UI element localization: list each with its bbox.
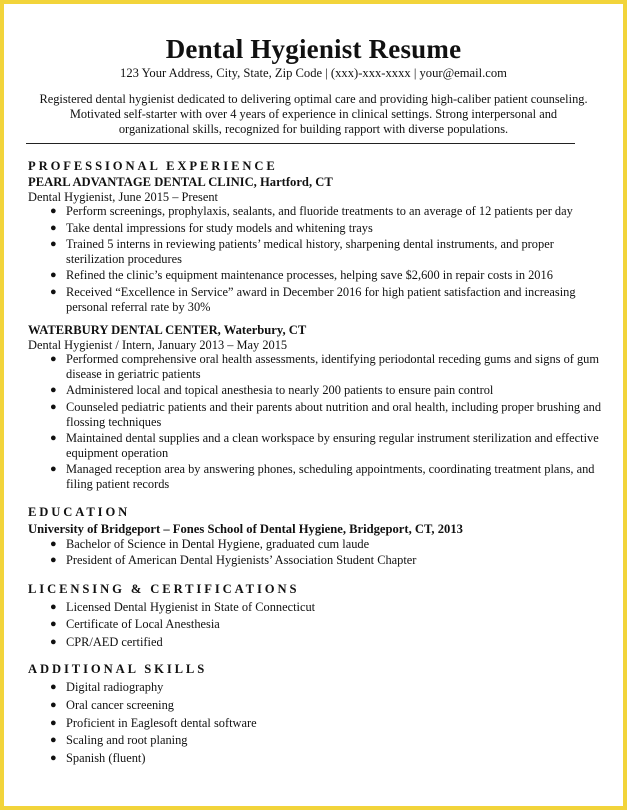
bullet-list — [28, 680, 603, 765]
bullet-dot-icon: ● — [50, 463, 57, 476]
list-item-text: Performed comprehensive oral health assessments, identifying periodontal receding gums and signs of gum disease in geriatric patients — [66, 352, 600, 381]
list-item — [28, 204, 603, 219]
bullet-list — [28, 537, 603, 568]
employer: WATERBURY DENTAL CENTER, Waterbury, CT — [28, 323, 307, 338]
list-item-text: Administered local and topical anesthesia to nearly 200 patients to ensure pain control — [66, 383, 494, 398]
employer: PEARL ADVANTAGE DENTAL CLINIC, Hartford, CT — [28, 175, 333, 189]
list-item — [28, 352, 603, 381]
list-item — [28, 383, 603, 398]
list-item-text: CPR/AED certified — [66, 634, 163, 649]
list-item — [28, 698, 603, 713]
contact-line: 123 Your Address, City, State, Zip Code | (xxx)-xxx-xxxx | your@email.com — [120, 66, 507, 80]
section-heading: ADDITIONAL SKILLS — [28, 662, 208, 677]
summary-line: organizational skills, recognized for building rapport with diverse populations. — [118, 122, 509, 136]
bullet-dot-icon: ● — [50, 681, 57, 694]
job-title: Dental Hygienist / Intern, January 2013 – May 2015 — [28, 338, 288, 353]
section-heading: EDUCATION — [28, 504, 131, 519]
list-item — [28, 431, 603, 460]
bullet-dot-icon: ● — [50, 353, 57, 366]
list-item-text: Refined the clinic’s equipment maintenance processes, helping save $2,600 in repair costs in 2016 — [66, 268, 553, 283]
licensing-section — [28, 581, 603, 650]
bullet-dot-icon: ● — [50, 432, 57, 445]
list-item-text: Bachelor of Science in Dental Hygiene, graduated cum laude — [66, 536, 370, 551]
resume-page — [4, 4, 623, 806]
job-title: Dental Hygienist, June 2015 – Present — [28, 190, 218, 204]
list-item-text: Perform screenings, prophylaxis, sealants, and fluoride treatments to an average of 12 patients per day — [66, 204, 573, 218]
list-item — [28, 400, 603, 429]
bullet-dot-icon: ● — [50, 221, 57, 234]
list-item — [28, 237, 603, 266]
list-item-text: Counseled pediatric patients and their parents about nutrition and oral health, including proper brushing and flossing techniques — [66, 399, 602, 429]
section-heading: PROFESSIONAL EXPERIENCE — [28, 159, 278, 173]
list-item — [28, 285, 603, 314]
list-item-text: President of American Dental Hygienists’ Association Student Chapter — [66, 553, 417, 568]
list-item — [28, 221, 603, 236]
list-item — [28, 462, 603, 491]
summary-line: Motivated self-starter with over 4 years of experience in clinical settings. Strong interpersonal and — [69, 107, 558, 121]
bullet-dot-icon: ● — [50, 699, 57, 712]
list-item-text: Maintained dental supplies and a clean workspace by ensuring regular instrument sterilization and effective equipment operation — [66, 431, 599, 460]
list-item-text: Scaling and root planing — [66, 733, 188, 748]
section-heading: LICENSING & CERTIFICATIONS — [28, 581, 300, 596]
bullet-dot-icon: ● — [50, 716, 57, 729]
bullet-dot-icon: ● — [50, 238, 57, 251]
list-item — [28, 553, 603, 568]
bullet-dot-icon: ● — [50, 600, 57, 613]
list-item — [28, 268, 603, 283]
bullet-dot-icon: ● — [50, 285, 57, 298]
list-item-text: Take dental impressions for study models and whitening trays — [66, 220, 373, 235]
bullet-dot-icon: ● — [50, 384, 57, 397]
job-entry — [28, 175, 603, 314]
list-item-text: Spanish (fluent) — [66, 750, 146, 765]
list-item-text: Certificate of Local Anesthesia — [66, 617, 220, 632]
list-item — [28, 537, 603, 552]
list-item — [28, 751, 603, 766]
bullet-dot-icon: ● — [50, 269, 57, 282]
bullet-dot-icon: ● — [50, 734, 57, 747]
list-item-text: Licensed Dental Hygienist in State of Connecticut — [66, 599, 316, 614]
list-item-text: Digital radiography — [66, 680, 164, 695]
list-item — [28, 680, 603, 695]
list-item-text: Received “Excellence in Service” award in December 2016 for high patient satisfaction and increasing personal referral rate by 30% — [66, 284, 576, 314]
summary-line: Registered dental hygienist dedicated to delivering optimal care and providing high-caliber patient counseling. — [39, 92, 588, 106]
list-item — [28, 635, 603, 650]
list-item-text: Oral cancer screening — [66, 698, 175, 713]
bullet-dot-icon: ● — [50, 537, 57, 550]
bullet-dot-icon: ● — [50, 400, 57, 413]
list-item — [28, 617, 603, 632]
bullet-dot-icon: ● — [50, 751, 57, 764]
list-item — [28, 733, 603, 748]
bullet-list — [28, 352, 603, 491]
bullet-dot-icon: ● — [50, 205, 57, 217]
summary — [34, 92, 593, 137]
bullet-dot-icon: ● — [50, 618, 57, 631]
list-item-text: Managed reception area by answering phones, scheduling appointments, coordinating treatment plans, and filing patient records — [66, 462, 595, 491]
job-entry — [28, 323, 603, 491]
skills-section — [28, 661, 603, 765]
bullet-dot-icon: ● — [50, 554, 57, 567]
school: University of Bridgeport – Fones School of Dental Hygiene, Bridgeport, CT, 2013 — [28, 521, 463, 536]
list-item — [28, 600, 603, 615]
divider — [26, 143, 575, 144]
education-section — [28, 504, 603, 568]
list-item-text: Trained 5 interns in reviewing patients’ medical history, sharpening dental instruments, and proper sterilization procedures — [66, 237, 554, 266]
bullet-dot-icon: ● — [50, 635, 57, 648]
resume-title: Dental Hygienist Resume — [165, 34, 462, 64]
bullet-list — [28, 600, 603, 650]
list-item-text: Proficient in Eaglesoft dental software — [66, 715, 257, 730]
list-item — [28, 716, 603, 731]
bullet-list — [28, 204, 603, 314]
experience-section — [28, 158, 603, 492]
